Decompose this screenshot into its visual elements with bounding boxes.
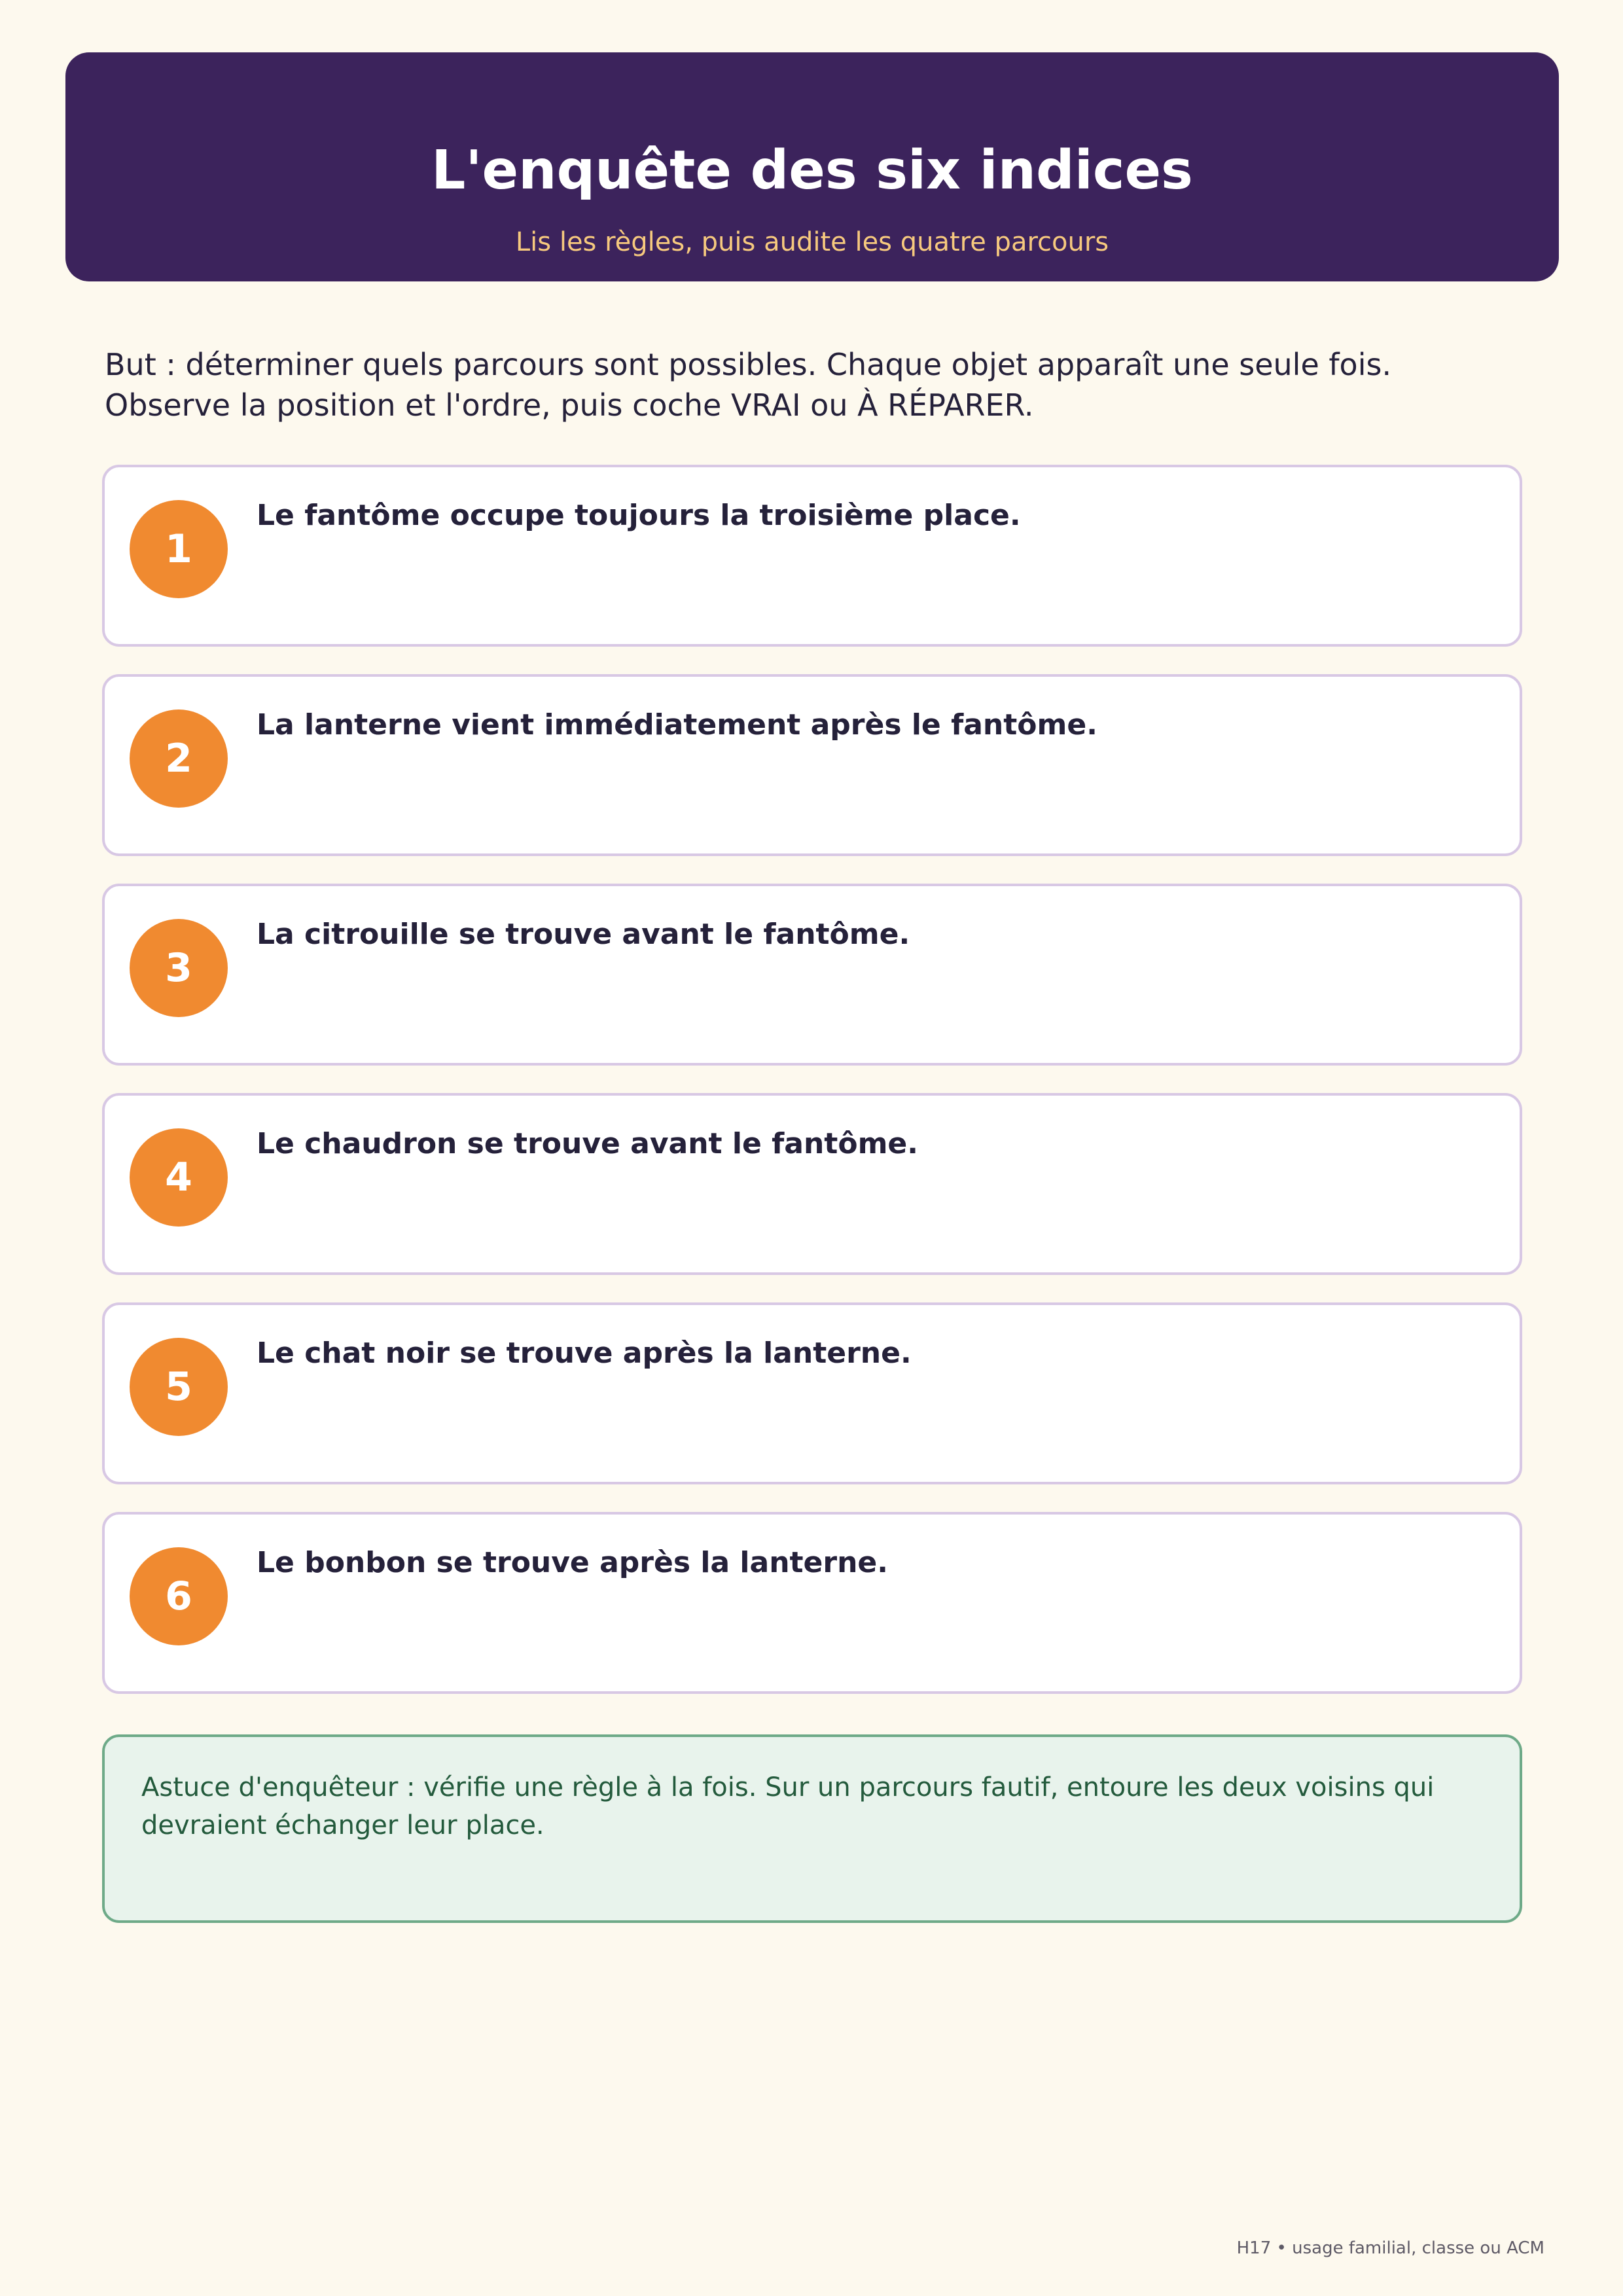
rule-card-5	[102, 1302, 1522, 1484]
rule-card-6	[102, 1512, 1522, 1694]
rule-card-3	[102, 884, 1522, 1066]
rule-number-badge: 5	[130, 1338, 228, 1436]
rule-number-badge: 4	[130, 1128, 228, 1227]
rule-card-2	[102, 674, 1522, 856]
header-banner	[65, 52, 1559, 281]
rule-text: Le bonbon se trouve après la lanterne.	[257, 1546, 888, 1579]
rule-text: La lanterne vient immédiatement après le fantôme.	[257, 708, 1097, 742]
rule-number-badge: 1	[130, 500, 228, 598]
intro-line-1: But : déterminer quels parcours sont possibles. Chaque objet apparaît une seule fois.	[105, 347, 1392, 382]
page-subtitle: Lis les règles, puis audite les quatre parcours	[515, 227, 1109, 257]
tip-text: Astuce d'enquêteur : vérifie une règle à la fois. Sur un parcours fautif, entoure les deux voisins qui devraient échanger leur place.	[141, 1772, 1435, 1840]
page-title: L'enquête des six indices	[431, 139, 1193, 202]
intro-instructions	[105, 344, 1518, 425]
rule-text: Le chat noir se trouve après la lanterne.	[257, 1336, 912, 1370]
rule-text: Le fantôme occupe toujours la troisième place.	[257, 499, 1021, 532]
detective-tip-box	[102, 1734, 1522, 1923]
intro-line-2: Observe la position et l'ordre, puis coche VRAI ou À RÉPARER.	[105, 387, 1034, 423]
rule-number-badge: 2	[130, 709, 228, 808]
rule-number-badge: 3	[130, 919, 228, 1017]
footer-note: H17 • usage familial, classe ou ACM	[1236, 2238, 1544, 2258]
rules-list	[102, 465, 1522, 1721]
rule-card-4	[102, 1093, 1522, 1275]
rule-text: La citrouille se trouve avant le fantôme.	[257, 918, 910, 951]
rule-text: Le chaudron se trouve avant le fantôme.	[257, 1127, 918, 1160]
rule-card-1	[102, 465, 1522, 647]
rule-number-badge: 6	[130, 1547, 228, 1645]
